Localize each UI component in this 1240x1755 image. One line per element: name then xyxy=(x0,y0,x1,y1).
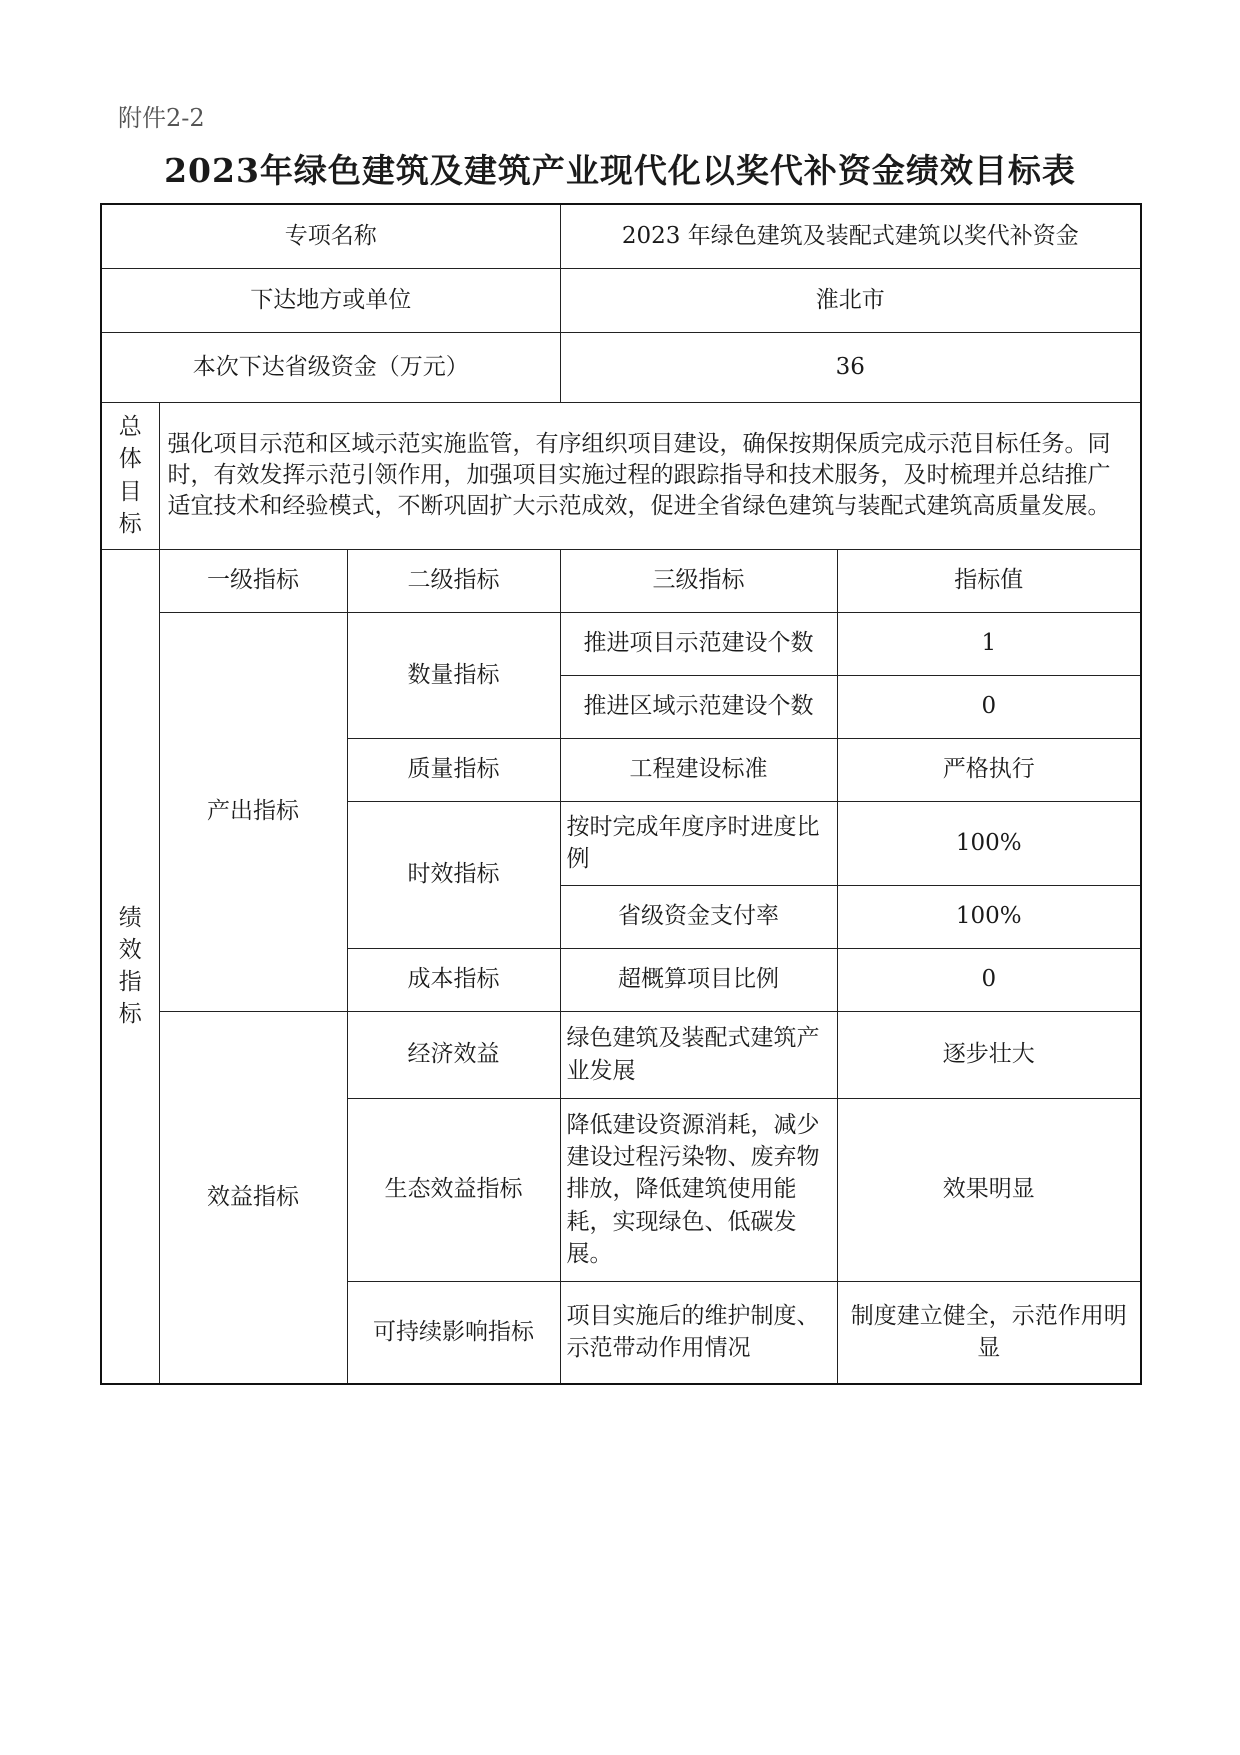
performance-table xyxy=(100,203,1142,1385)
cost-indicator-label: 成本指标 xyxy=(347,948,560,1011)
quality-name: 工程建设标准 xyxy=(560,738,837,801)
info-row-project-name xyxy=(101,204,1141,268)
quality-indicator-label: 质量指标 xyxy=(347,738,560,801)
q1-value: 1 xyxy=(837,612,1141,675)
cost-name: 超概算项目比例 xyxy=(560,948,837,1011)
cost-value: 0 xyxy=(837,948,1141,1011)
project-name-value: 2023 年绿色建筑及装配式建筑以奖代补资金 xyxy=(560,204,1141,268)
q1-name: 推进项目示范建设个数 xyxy=(560,612,837,675)
sustain-value: 制度建立健全，示范作用明显 xyxy=(837,1281,1141,1384)
sustain-name: 项目实施后的维护制度、示范带动作用情况 xyxy=(560,1281,837,1384)
table-row xyxy=(101,612,1141,675)
quality-value: 严格执行 xyxy=(837,738,1141,801)
info-row-region xyxy=(101,268,1141,332)
performance-label: 绩 效 指 标 xyxy=(101,549,159,1384)
overall-goal-text: 强化项目示范和区域示范实施监管，有序组织项目建设，确保按期保质完成示范目标任务。同时，有效发挥示范引领作用，加强项目实施过程的跟踪指导和技术服务，及时梳理并总结推广适宜技术和经验模式，不断巩固扩大示范成效，促进全省绿色建筑与装配式建筑高质量发展。 xyxy=(159,402,1141,549)
sustain-indicator-label: 可持续影响指标 xyxy=(347,1281,560,1384)
t2-value: 100% xyxy=(837,885,1141,948)
attachment-label: 附件2-2 xyxy=(118,104,205,132)
economic-indicator-label: 经济效益 xyxy=(347,1011,560,1098)
t2-name: 省级资金支付率 xyxy=(560,885,837,948)
benefit-indicator-label: 效益指标 xyxy=(159,1011,347,1384)
region-label: 下达地方或单位 xyxy=(101,268,560,332)
indicator-header-row xyxy=(101,549,1141,612)
quantity-indicator-label: 数量指标 xyxy=(347,612,560,738)
overall-goal-label: 总 体 目 标 xyxy=(101,402,159,549)
ecological-value: 效果明显 xyxy=(837,1098,1141,1281)
project-name-label: 专项名称 xyxy=(101,204,560,268)
economic-value: 逐步壮大 xyxy=(837,1011,1141,1098)
page-title: 2023年绿色建筑及建筑产业现代化以奖代补资金绩效目标表 xyxy=(164,151,1076,190)
overall-goal-row xyxy=(101,402,1141,549)
region-value: 淮北市 xyxy=(560,268,1141,332)
header-value: 指标值 xyxy=(837,549,1141,612)
t1-name: 按时完成年度序时进度比例 xyxy=(560,801,837,885)
info-row-funds xyxy=(101,332,1141,402)
economic-name: 绿色建筑及装配式建筑产业发展 xyxy=(560,1011,837,1098)
funds-label: 本次下达省级资金（万元） xyxy=(101,332,560,402)
q2-value: 0 xyxy=(837,675,1141,738)
header-level2: 二级指标 xyxy=(347,549,560,612)
header-level3: 三级指标 xyxy=(560,549,837,612)
output-indicator-label: 产出指标 xyxy=(159,612,347,1011)
ecological-indicator-label: 生态效益指标 xyxy=(347,1098,560,1281)
timeliness-indicator-label: 时效指标 xyxy=(347,801,560,948)
table-row xyxy=(101,1011,1141,1098)
q2-name: 推进区域示范建设个数 xyxy=(560,675,837,738)
t1-value: 100% xyxy=(837,801,1141,885)
ecological-name: 降低建设资源消耗，减少建设过程污染物、废弃物排放，降低建筑使用能耗，实现绿色、低碳发展。 xyxy=(560,1098,837,1281)
header-level1: 一级指标 xyxy=(159,549,347,612)
funds-value: 36 xyxy=(560,332,1141,402)
